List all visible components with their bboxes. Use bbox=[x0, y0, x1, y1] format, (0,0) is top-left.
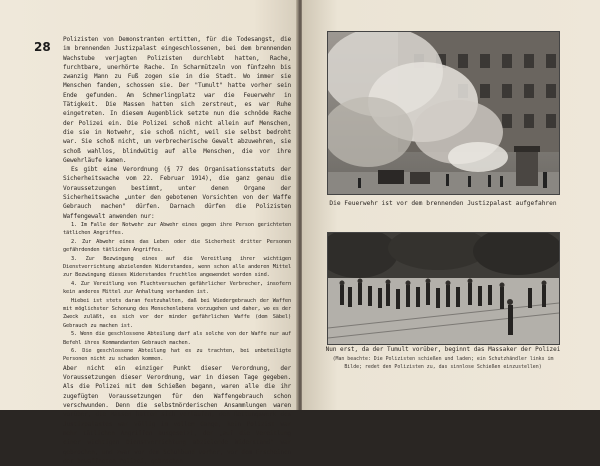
paragraph: 1. Im Falle der Notwehr zur Abwehr eines gegen ihre Person gerichteten tätlichen Angriffes. bbox=[63, 221, 291, 237]
caption-top: Die Feuerwehr ist vor dem brennenden Justizpalast aufgefahren bbox=[329, 200, 557, 207]
paragraph: 6. Die geschlossene Abteilung hat es zu trachten, bei unbeteiligte Personen nicht zu schaden kommen. bbox=[63, 348, 291, 363]
caption-note: (Man beachte: Die Polizisten schießen und laden; ein Schutzhändler links im Bilde; redet den Polizisten zu, das sinnlose Schießen einzustellen) bbox=[332, 356, 554, 370]
page-number: 28 bbox=[34, 40, 51, 54]
paragraph: Aber nicht ein einziger Punkt dieser Verordnung, der Voraussetzungen dieser Verordnung, war in diesen Tage gegeben. Als die Polizei mit dem Schießen begann, waren alle die ihr zugefügten Voraussetzungen für den Waffengebrauch schon verschwunden. Denn die selbstmörderischen Ansammlungen waren vorüber, die Massen hatten sich verlaufen, den Rettungswerk des Justizpalastes war völlig im vollem Gange, kein Polizist war mehr tätlichen Angriffen ausgesetzt, der „auf die Vereitlung einer wichtigen Dienstverrichtung abzielende Widerstand" war gebrochen, und zwar vor dem Schuhbund vorher, vor dem Erscheinen der bewaffneten Polizei, gebrochen bbox=[63, 364, 291, 465]
left-page bbox=[0, 0, 298, 465]
caption-bottom: Nun erst, da der Tumult vorüber, beginnt das Massaker der Polizei bbox=[325, 346, 561, 353]
fire-brigade-image bbox=[328, 32, 559, 194]
police-image bbox=[328, 233, 559, 344]
paragraph: Hiebei ist stets daran festzuhalten, daß bei Wiedergebrauch der Waffen mit möglichster Schonung des Menschenlebens vorzugehen und daher, wo es der Zweck zuläßt, es sich vor der minder gefährlichen Waffe (dem Säbel) Gebrauch zu machen ist. bbox=[63, 297, 291, 329]
paragraph: Polizisten von Demonstranten ertitten, für die Todesangst, die im brennenden Justizpalast eingeschlossenen, bei dem brennenden Wachstube verjagten Polizisten durchlebt hatten, Rache, furchtbare, unerhörte Rache. In Scharmützeln von fünfzehn bis zwanzig Mann zu Fuß zogen sie in die Stadt. Wo immer sie Menschen fanden, schossen sie. Der "Tumult" hatte vorher sein Ende gefunden. Am Schmerlingplatz war die Feuerwehr in Tätigkeit. Die Massen hatten sich zerstreut, es war Ruhe eingetreten. In diesem Augenblick setzte nun die schnöde Rache der Polizei ein. Die Polizei schoß nicht allein auf Menschen, die sie in Notwehr, sie schoß nicht, weil sie selbst bedroht war. Sie schoß nicht, um verbrecherische Gewalt abzuwehren, sie schoß wahllos, blindwütig auf alle Menschen, die vor ihre Gewehrläufe kamen. bbox=[63, 36, 291, 164]
photo-fire-brigade bbox=[327, 31, 560, 195]
body-text bbox=[63, 35, 291, 466]
paragraph: 3. Zur Bezwingung eines auf die Vereitlung ihrer wichtigen Dienstverrichtung abzielenden Widerstandes, wenn schon alle anderen Mittel zur Bezwingung dieses Widerstandes fruchtlos angewendet worden sind. bbox=[63, 255, 291, 279]
paragraph: 5. Wenn die geschlossene Abteilung darf als solche von der Waffe nur auf Befehl ihres Kommandanten Gebrauch machen. bbox=[63, 331, 291, 346]
photo-police bbox=[327, 232, 560, 345]
paragraph: Es gibt eine Verordnung (§ 77 des Organisationsstatuts der Sicherheitswache vom 22. Februar 1914), die ganz genau die Voraussetzungen bestimmt, unter denen Organe der Sicherheitswache „unter den gebotenen Vorsichten von der Waffe Gebrauch machen" dürfen. Darnach dürfen die Polizisten Waffengewalt anwenden nur: bbox=[63, 166, 291, 220]
paragraph: 2. Zur Abwehr eines das Leben oder die Sicherheit dritter Personen gefährdenden tätlichen Angriffes. bbox=[63, 238, 291, 254]
paragraph: 4. Zur Vereitlung von Fluchtversuchen gefährlicher Verbrecher, insofern kein anderes Mittel zur Anhaltung vorhanden ist. bbox=[63, 280, 291, 296]
